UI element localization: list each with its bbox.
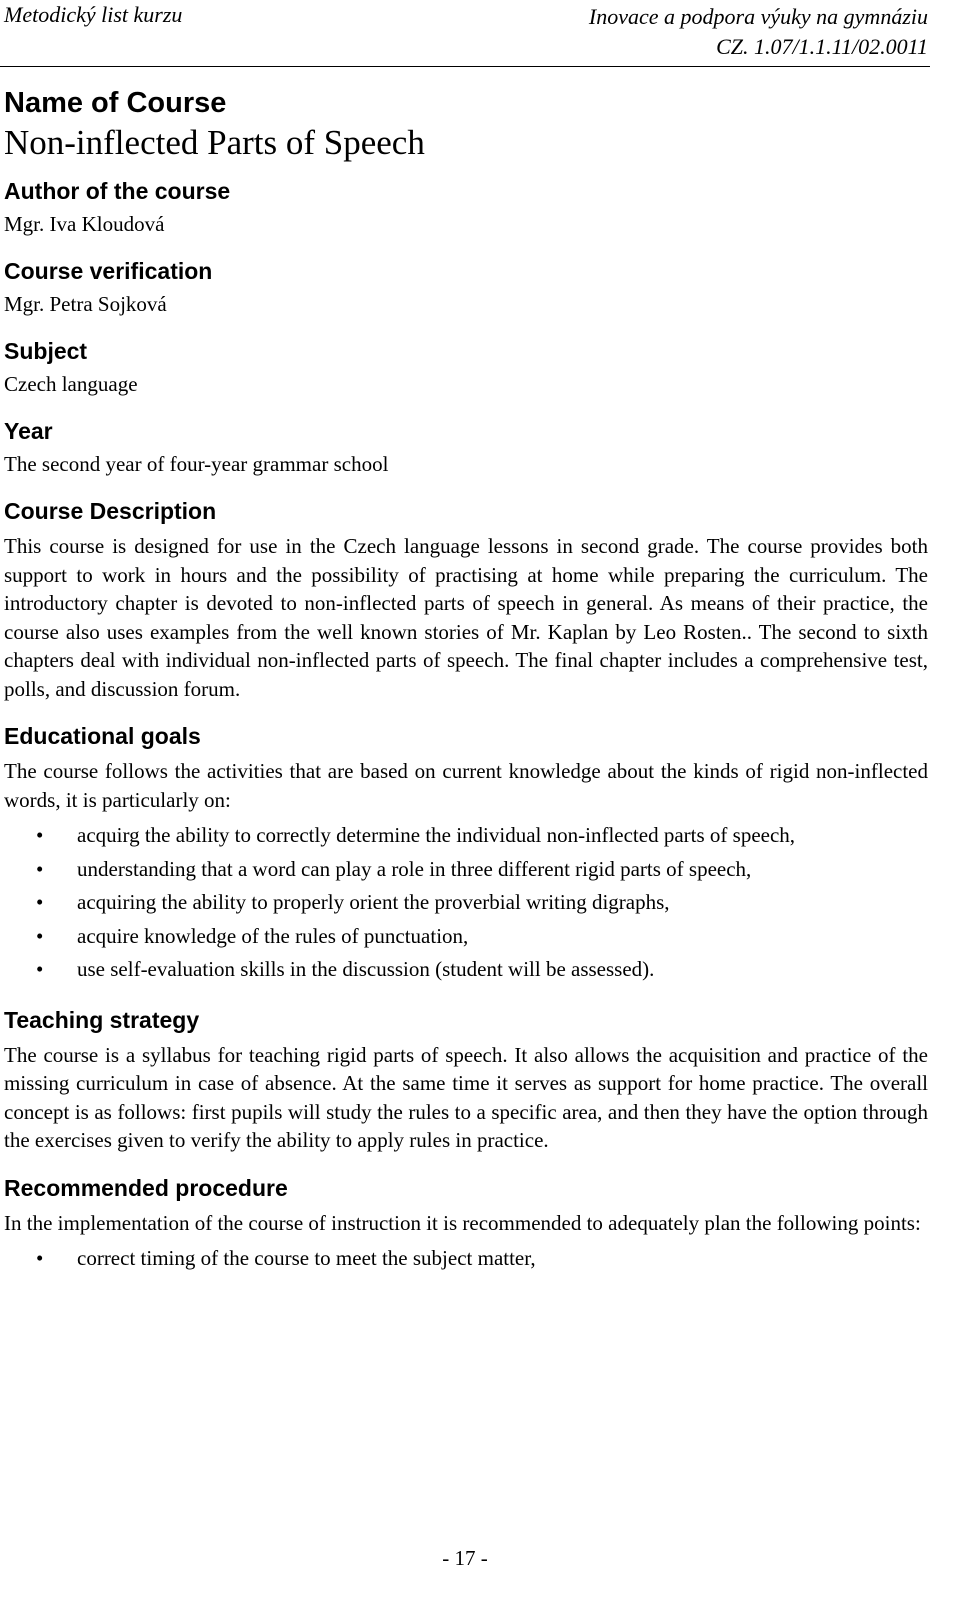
list-item xyxy=(4,920,928,954)
page-header xyxy=(0,0,930,67)
list-item-text: acquire knowledge of the rules of punctuation, xyxy=(77,923,469,948)
list-item xyxy=(4,819,928,853)
verification-value: Mgr. Petra Sojková xyxy=(4,292,167,316)
bullet-icon: • xyxy=(36,1246,44,1270)
list-item xyxy=(4,953,928,987)
subject-label: Subject xyxy=(4,338,88,364)
author-value: Mgr. Iva Kloudová xyxy=(4,212,165,236)
course-title: Non-inflected Parts of Speech xyxy=(4,123,425,162)
description-section xyxy=(4,496,928,703)
list-item-text: understanding that a word can play a role in three different rigid parts of speech, xyxy=(77,856,752,881)
author-section xyxy=(4,176,928,238)
bullet-icon: • xyxy=(36,890,44,914)
list-item xyxy=(4,1242,928,1276)
header-right-block xyxy=(589,2,928,62)
document-body xyxy=(4,86,928,1276)
description-heading: Course Description xyxy=(4,498,217,524)
goals-heading: Educational goals xyxy=(4,723,201,749)
year-section xyxy=(4,416,928,478)
list-item-text: acquirg the ability to correctly determine the individual non-inflected parts of speech, xyxy=(77,823,796,847)
goals-section xyxy=(4,721,928,987)
goals-list xyxy=(4,819,928,987)
name-of-course-label: Name of Course xyxy=(4,87,227,119)
bullet-icon: • xyxy=(36,957,44,981)
procedure-section xyxy=(4,1173,928,1276)
procedure-heading: Recommended procedure xyxy=(4,1174,288,1201)
year-value: The second year of four-year grammar school xyxy=(4,452,389,476)
list-item-text: correct timing of the course to meet the subject matter, xyxy=(77,1246,536,1270)
strategy-heading: Teaching strategy xyxy=(4,1006,200,1033)
bullet-icon: • xyxy=(36,823,44,847)
header-project-name: Inovace a podpora výuky na gymnáziu xyxy=(588,4,928,29)
list-item-text: acquiring the ability to properly orient the proverbial writing digraphs, xyxy=(77,890,670,914)
procedure-list xyxy=(4,1242,928,1276)
procedure-intro: In the implementation of the course of instruction it is recommended to adequately plan the following points: xyxy=(4,1210,921,1235)
bullet-icon: • xyxy=(36,856,44,881)
verification-section xyxy=(4,256,928,318)
goals-intro: The course follows the activities that are based on current knowledge about the kinds of rigid non-inflected words, it is particularly on: xyxy=(4,759,928,812)
name-of-course-section xyxy=(4,86,928,166)
list-item xyxy=(4,886,928,920)
verification-label: Course verification xyxy=(4,258,213,284)
header-project-code: CZ. 1.07/1.1.11/02.0011 xyxy=(716,34,928,59)
page-number: - 17 - xyxy=(442,1546,488,1570)
year-label: Year xyxy=(4,418,53,444)
subject-section xyxy=(4,336,928,398)
author-label: Author of the course xyxy=(4,178,231,204)
subject-value: Czech language xyxy=(4,372,138,396)
list-item-text: use self-evaluation skills in the discussion (student will be assessed). xyxy=(77,957,655,981)
bullet-icon: • xyxy=(36,923,44,948)
list-item xyxy=(4,853,928,887)
strategy-text: The course is a syllabus for teaching rigid parts of speech. It also allows the acquisition and practice of the missing curriculum in case of absence. At the same time it serves as support for home practice. The overall concept is as follows: first pupils will study the rules to a specific area, and then they have the option through the exercises given to verify the ability to apply rules in practice. xyxy=(4,1042,928,1152)
header-left-title: Metodický list kurzu xyxy=(4,2,183,27)
description-text: This course is designed for use in the Czech language lessons in second grade. The course provides both support to work in hours and the possibility of practising at home while preparing the curriculum. The introductory chapter is devoted to non-inflected parts of speech in general. As means of their practice, the course also uses examples from the well known stories of Mr. Kaplan by Leo Rosten.. The second to sixth chapters deal with individual non-inflected parts of speech. The final chapter includes a comprehensive test, polls, and discussion forum. xyxy=(4,534,928,701)
strategy-section xyxy=(4,1005,928,1155)
